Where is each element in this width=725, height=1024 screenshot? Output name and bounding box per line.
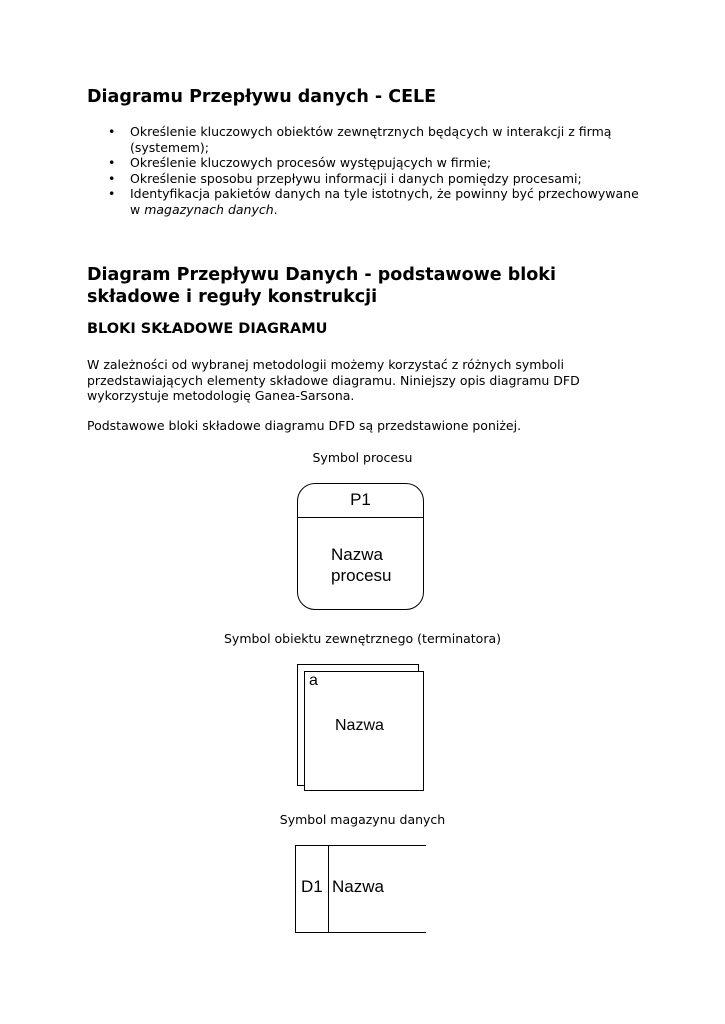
terminator-name: Nazwa [335, 717, 384, 734]
list-item-text: Określenie sposobu przepływu informacji i danych pomiędzy procesami; [130, 170, 582, 186]
list-item-text: Identyfikacja pakietów danych na tyle istotnych, że powinny być przechowywane w [130, 186, 639, 217]
store-divider [328, 846, 329, 932]
list-item-text-end: . [273, 201, 278, 217]
list-item-text: Określenie kluczowych obiektów zewnętrznych będących w interakcji z firmą (systemem); [130, 124, 612, 155]
list-item [108, 124, 648, 155]
process-name [331, 544, 391, 586]
blocks-paragraph: Podstawowe bloki składowe diagramu DFD są przedstawione poniżej. [87, 418, 522, 433]
data-store-symbol [295, 845, 426, 933]
store-name: Nazwa [332, 877, 384, 896]
intro-paragraph: W zależności od wybranej metodologii możemy korzystać z różnych symboli przedstawiających elementy składowe diagramu. Niniejszy opis diagramu DFD wykorzystuje metodologię Ganea-Sarsona. [87, 357, 580, 403]
process-symbol [297, 483, 424, 610]
process-divider [298, 517, 423, 518]
list-item [108, 155, 648, 171]
section-title-bloki: Diagram Przepływu Danych - podstawowe bloki składowe i reguły konstrukcji [87, 265, 556, 307]
subsection-title: BLOKI SKŁADOWE DIAGRAMU [87, 321, 328, 337]
process-caption: Symbol procesu [312, 450, 413, 465]
list-item [108, 171, 648, 187]
list-item [108, 186, 648, 217]
store-id: D1 [301, 877, 323, 896]
list-item-emphasis: magazynach danych [144, 201, 274, 217]
terminator-caption: Symbol obiektu zewnętrznego (terminatora) [223, 631, 502, 646]
terminator-symbol [304, 671, 424, 791]
process-id: P1 [350, 490, 371, 509]
store-caption: Symbol magazynu danych [279, 812, 446, 827]
terminator-id: a [309, 672, 318, 689]
section-title-cele: Diagramu Przepływu danych - CELE [87, 87, 437, 107]
process-name-line1: Nazwa [331, 545, 383, 564]
process-name-line2: procesu [331, 566, 392, 585]
list-item-text: Określenie kluczowych procesów występujących w firmie; [130, 155, 492, 170]
goals-list [108, 124, 648, 217]
